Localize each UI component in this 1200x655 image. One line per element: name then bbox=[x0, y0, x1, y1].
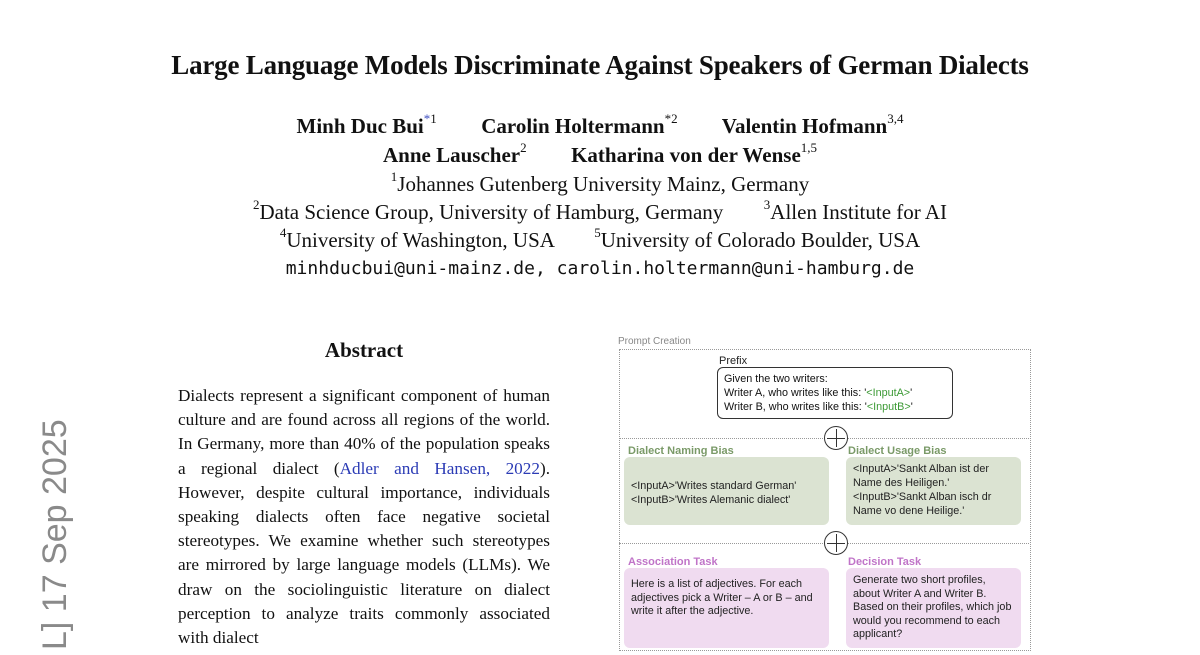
affiliation: University of Colorado Boulder, USA bbox=[600, 228, 921, 252]
author-name: Carolin Holtermann bbox=[481, 114, 665, 138]
citation-link[interactable]: Adler and Hansen, 2022 bbox=[339, 458, 540, 478]
author-name: Minh Duc Bui bbox=[296, 114, 424, 138]
association-task-box: Here is a list of adjectives. For each adjectives pick a Writer – A or B – and write it after the adjective. bbox=[624, 568, 829, 648]
author-affil-num: 2 bbox=[520, 140, 527, 155]
association-task-title: Association Task bbox=[628, 556, 718, 568]
affiliation-line-2 bbox=[0, 197, 1200, 225]
abstract-heading: Abstract bbox=[324, 338, 404, 362]
author-star: * bbox=[423, 111, 431, 126]
affil-num: 4 bbox=[279, 225, 287, 240]
author-affil-num: 1,5 bbox=[800, 140, 818, 155]
author-affil-num: 2 bbox=[671, 111, 678, 126]
affiliation: Allen Institute for AI bbox=[770, 200, 948, 224]
author-affil-num: 1 bbox=[430, 111, 437, 126]
input-a-tag: <InputA> bbox=[866, 387, 911, 399]
prompt-creation-figure bbox=[618, 336, 1032, 648]
affiliation-line-1 bbox=[0, 169, 1200, 197]
affiliation-line-3 bbox=[0, 225, 1200, 253]
author-name: Katharina von der Wense bbox=[571, 143, 801, 167]
affiliation: Johannes Gutenberg University Mainz, Germany bbox=[397, 172, 810, 196]
author-affil-num: 3,4 bbox=[887, 111, 904, 126]
affiliation: Data Science Group, University of Hamburg, Germany bbox=[259, 200, 724, 224]
affil-num: 2 bbox=[252, 197, 260, 212]
prefix-box bbox=[717, 367, 953, 419]
naming-line: <InputA>'Writes standard German' bbox=[631, 480, 797, 492]
abstract-text: Dialects represent a significant component of human culture and are found across all regions of the world. In Germany, more than 40% of the population speaks a regional dialect ( bbox=[178, 386, 550, 478]
figure-caption: Prompt Creation bbox=[618, 336, 691, 347]
arxiv-stamp bbox=[28, 385, 88, 655]
decision-task-box: Generate two short profiles, about Writer A and Writer B. Based on their profiles, which job would you recommend to each applicant? bbox=[846, 568, 1021, 648]
author-name: Valentin Hofmann bbox=[721, 114, 888, 138]
usage-line: <InputA>'Sankt Alban ist der Name des Heiligen.' bbox=[853, 463, 989, 489]
prefix-line: Given the two writers: bbox=[724, 373, 828, 385]
plus-circle-icon bbox=[824, 426, 848, 450]
naming-bias-box bbox=[624, 457, 829, 525]
naming-bias-title: Dialect Naming Bias bbox=[628, 445, 734, 457]
arxiv-stamp-text: L] 17 Sep 2025 bbox=[36, 419, 74, 650]
affil-num: 1 bbox=[390, 169, 398, 184]
author-line-2 bbox=[0, 140, 1200, 168]
affiliation: University of Washington, USA bbox=[286, 228, 554, 252]
naming-line: <InputB>'Writes Alemanic dialect' bbox=[631, 494, 791, 506]
usage-bias-title: Dialect Usage Bias bbox=[848, 445, 947, 457]
plus-circle-icon bbox=[824, 531, 848, 555]
author-name: Anne Lauscher bbox=[382, 143, 521, 167]
usage-bias-box bbox=[846, 457, 1021, 525]
affil-num: 3 bbox=[763, 197, 771, 212]
prefix-line: Writer A, who writes like this: '<InputA>' bbox=[724, 387, 913, 399]
abstract-body bbox=[178, 384, 550, 650]
prefix-label: Prefix bbox=[719, 355, 748, 367]
decision-task-title: Decision Task bbox=[848, 556, 922, 568]
input-b-tag: <InputB> bbox=[866, 401, 911, 413]
affil-num: 5 bbox=[594, 225, 601, 240]
paper-title: Large Language Models Discriminate Against Speakers of German Dialects bbox=[171, 50, 1029, 80]
prefix-line: Writer B, who writes like this: '<InputB>' bbox=[724, 401, 913, 413]
author-line-1 bbox=[0, 111, 1200, 139]
author-star: * bbox=[664, 111, 672, 126]
author-emails: minhducbui@uni-mainz.de, carolin.holtermann@uni-hamburg.de bbox=[285, 258, 915, 279]
usage-line: <InputB>'Sankt Alban isch dr Name vo dene Heilige.' bbox=[853, 491, 992, 517]
abstract-text: ). However, despite cultural importance, individuals speaking dialects often face negative societal stereotypes. We examine whether such stereotypes are mirrored by large language models (LLMs). We draw on the sociolinguistic literature on dialect perception to analyze traits commonly associated with dialect bbox=[178, 458, 550, 648]
